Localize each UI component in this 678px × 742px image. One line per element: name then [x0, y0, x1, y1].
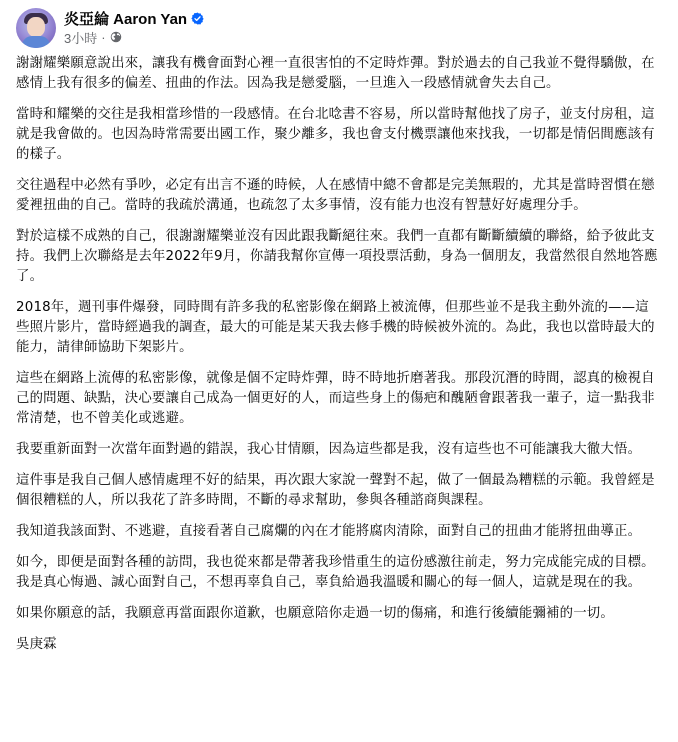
post-paragraph: 謝謝耀樂願意說出來，讓我有機會面對心裡一直很害怕的不定時炸彈。對於過去的自己我並不覺得驕傲，在感情上我有很多的偏差、扭曲的作法。因為我是戀愛腦，一旦進入一段感情就會失去自己。	[16, 56, 655, 91]
post-paragraph: 當時和耀樂的交往是我相當珍惜的一段感情。在台北唸書不容易，所以當時幫他找了房子，並支付房租，這就是我會做的。也因為時常需要出國工作，聚少離多，我也會支付機票讓他來找我，一切都是情侶間應該有的樣子。	[16, 107, 655, 162]
avatar-shirt	[22, 36, 50, 48]
meta-separator: ·	[101, 29, 106, 45]
post-paragraph: 對於這樣不成熟的自己，很謝謝耀樂並沒有因此跟我斷絕往來。我們一直都有斷斷續續的聯絡，給予彼此支持。我們上次聯絡是去年2022年9月，你請我幫你宣傳一項投票活動，身為一個朋友，我當然很自然地答應了。	[16, 229, 658, 284]
post-header	[16, 0, 662, 50]
post-paragraph: 如果你願意的話，我願意再當面跟你道歉，也願意陪你走過一切的傷痛，和進行後續能彌補的一切。	[16, 606, 614, 621]
post-paragraph: 交往過程中必然有爭吵，必定有出言不遜的時候，人在感情中總不會都是完美無瑕的，尤其是當時習慣在戀愛裡扭曲的自己。當時的我疏於溝通，也疏忽了太多事情，沒有能力也沒有智慧好好處理分手。	[16, 178, 655, 213]
post-time-row	[64, 28, 204, 46]
post-meta	[64, 8, 204, 46]
author-name[interactable]: 炎亞綸 Aaron Yan	[64, 10, 188, 28]
post-paragraph: 我知道我該面對、不逃避，直接看著自己腐爛的內在才能將腐肉清除，面對自己的扭曲才能將扭曲導正。	[16, 524, 642, 539]
post-paragraph: 我要重新面對一次當年面對過的錯誤，我心甘情願，因為這些都是我，沒有這些也不可能讓我大徹大悟。	[16, 442, 642, 457]
post-body	[16, 54, 662, 655]
post-paragraph: 這件事是我自己個人感情處理不好的結果，再次跟大家說一聲對不起，做了一個最為糟糕的示範。我曾經是個很糟糕的人，所以我花了許多時間，不斷的尋求幫助，參與各種諮商與課程。	[16, 473, 655, 508]
verified-badge-icon	[191, 12, 204, 25]
globe-icon[interactable]	[110, 31, 122, 43]
post-signature: 吳庚霖	[16, 637, 57, 652]
avatar-face	[27, 17, 45, 37]
post-paragraph: 2018年，週刊事件爆發，同時間有許多我的私密影像在網路上被流傳，但那些並不是我主動外流的——這些照片影片，當時經過我的調查，最大的可能是某天我去修手機的時候被外流的。為此，我也以當時最大的能力，請律師協助下架影片。	[16, 300, 655, 355]
author-name-row	[64, 8, 204, 28]
author-avatar[interactable]	[16, 8, 56, 48]
post-paragraph: 這些在網路上流傳的私密影像，就像是個不定時炸彈，時不時地折磨著我。那段沉潛的時間，認真的檢視自己的問題、缺點，決心要讓自己成為一個更好的人，而這些身上的傷疤和醜陋會跟著我一輩子，這一點我非常清楚，也不曾美化或逃避。	[16, 371, 655, 426]
post-paragraph: 如今，即便是面對各種的訪問，我也從來都是帶著我珍惜重生的這份感激往前走，努力完成能完成的目標。我是真心悔過、誠心面對自己，不想再辜負自己，辜負給過我溫暖和關心的每一個人，這就是現在的我。	[16, 555, 655, 590]
post-timestamp[interactable]: 3小時	[64, 30, 98, 46]
